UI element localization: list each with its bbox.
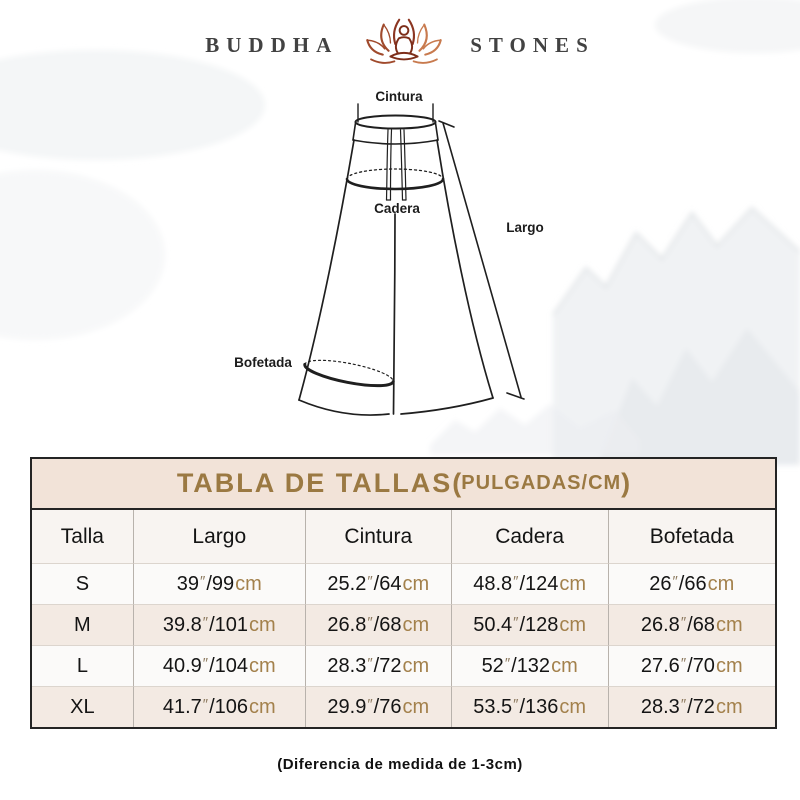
header-cadera: Cadera xyxy=(452,510,609,563)
size-label: S xyxy=(32,563,134,604)
header-cintura: Cintura xyxy=(306,510,452,563)
table-row-l xyxy=(32,645,775,686)
header-largo: Largo xyxy=(134,510,306,563)
cell-m-cadera: 50.4 ″ / 128 cm xyxy=(452,604,609,645)
table-title-open-paren: ( xyxy=(452,468,462,498)
cell-l-largo: 40.9 ″ / 104 cm xyxy=(134,645,306,686)
table-title-main: TABLA DE TALLAS xyxy=(176,468,453,498)
measurement-tolerance-note: (Diferencia de medida de 1-3cm) xyxy=(277,756,523,773)
cell-xl-cadera: 53.5 ″ / 136 cm xyxy=(452,686,609,727)
cell-m-cintura: 26.8 ″ / 68 cm xyxy=(306,604,452,645)
pants-diagram xyxy=(0,82,800,442)
size-table-title xyxy=(32,459,775,510)
table-row-s xyxy=(32,563,775,604)
cell-xl-cintura: 29.9 ″ / 76 cm xyxy=(306,686,452,727)
cell-xl-largo: 41.7 ″ / 106 cm xyxy=(134,686,306,727)
cell-m-bofetada: 26.8 ″ / 68 cm xyxy=(609,604,775,645)
table-row-m xyxy=(32,604,775,645)
lotus-meditation-icon xyxy=(354,14,454,77)
cell-l-cadera: 52 ″ / 132 cm xyxy=(452,645,609,686)
table-header-row xyxy=(32,510,775,563)
cell-s-cadera: 48.8 ″ / 124 cm xyxy=(452,563,609,604)
table-title-close-paren: ) xyxy=(621,468,631,498)
cell-l-bofetada: 27.6 ″ / 70 cm xyxy=(609,645,775,686)
label-length: Largo xyxy=(506,220,544,235)
cell-s-bofetada: 26 ″ / 66 cm xyxy=(609,563,775,604)
label-waist: Cintura xyxy=(375,89,423,104)
brand-name-left: BUDDHA xyxy=(205,32,339,57)
size-label: L xyxy=(32,645,134,686)
cell-s-cintura: 25.2 ″ / 64 cm xyxy=(306,563,452,604)
header-talla: Talla xyxy=(32,510,134,563)
brand-name-right: STONES xyxy=(470,32,595,57)
table-title-unit: PULGADAS/CM xyxy=(461,472,622,494)
brand-logo xyxy=(0,14,800,76)
size-table xyxy=(30,457,777,729)
size-label: XL xyxy=(32,686,134,727)
cell-xl-bofetada: 28.3 ″ / 72 cm xyxy=(609,686,775,727)
cell-s-largo: 39 ″ / 99 cm xyxy=(134,563,306,604)
label-hip: Cadera xyxy=(374,201,420,216)
table-row-xl xyxy=(32,686,775,727)
header-bofetada: Bofetada xyxy=(609,510,775,563)
label-hem: Bofetada xyxy=(234,355,292,370)
size-label: M xyxy=(32,604,134,645)
cell-l-cintura: 28.3 ″ / 72 cm xyxy=(306,645,452,686)
cell-m-largo: 39.8 ″ / 101 cm xyxy=(134,604,306,645)
